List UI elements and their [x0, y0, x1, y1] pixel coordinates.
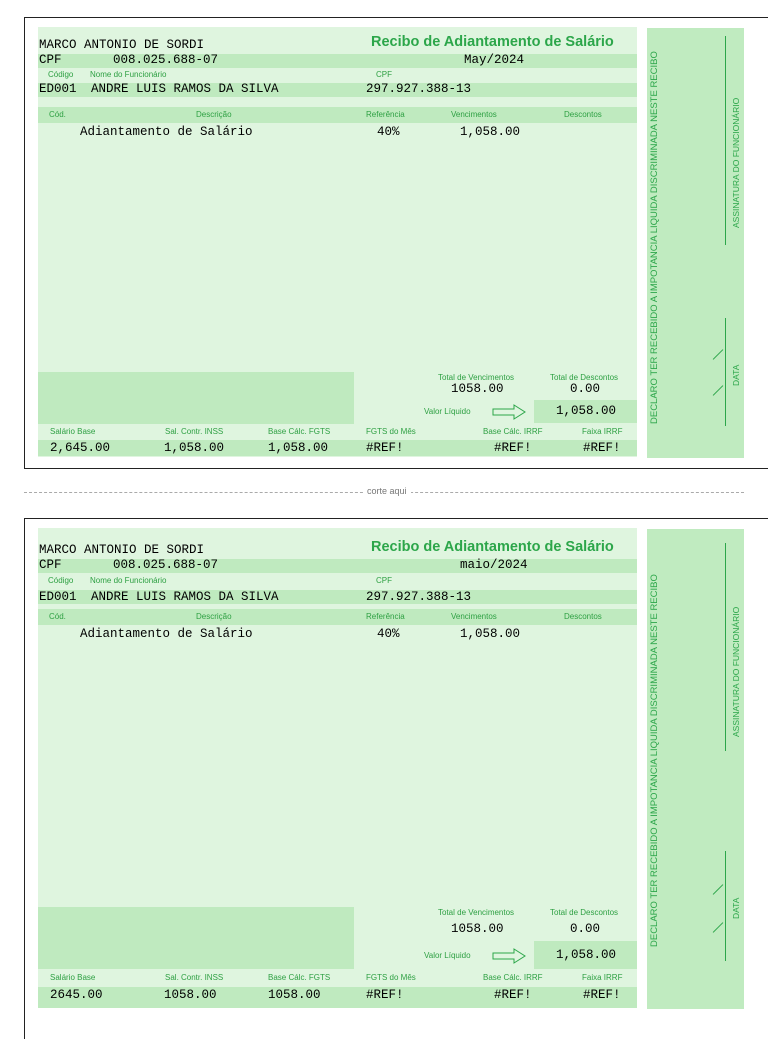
receipt-2: [24, 518, 768, 1039]
date-slash-2: [713, 385, 724, 396]
employer-cpf: 008.025.688-07: [113, 558, 219, 572]
footer-inss-label: Sal. Contr. INSS: [165, 973, 224, 982]
item-descricao: Adiantamento de Salário: [80, 627, 253, 641]
col-cod: Cód.: [49, 612, 66, 621]
col-vencimentos: Vencimentos: [451, 612, 497, 621]
cut-label: corte aqui: [363, 486, 411, 496]
receipt-title: Recibo de Adiantamento de Salário: [371, 34, 614, 50]
summary-panel: [38, 907, 354, 969]
receipt-body: [38, 528, 637, 1008]
date-line[interactable]: [725, 851, 726, 961]
total-desc: 0.00: [570, 382, 601, 396]
footer-salario-base: 2,645.00: [50, 441, 111, 455]
total-venc-label: Total de Vencimentos: [438, 373, 515, 382]
employee-code: ED001: [39, 82, 77, 96]
date-slash-2: [713, 922, 724, 933]
arrow-right-icon: [492, 948, 526, 964]
summary-panel: [38, 372, 354, 424]
item-descricao: Adiantamento de Salário: [80, 125, 253, 139]
cut-line: [24, 486, 744, 496]
signature-line[interactable]: [725, 543, 726, 751]
columns-header: [38, 107, 637, 123]
employer-name: MARCO ANTONIO DE SORDI: [39, 543, 205, 557]
footer-base-fgts: 1058.00: [268, 988, 321, 1002]
liquido-label: Valor Líquido: [424, 407, 471, 416]
total-desc-label: Total de Descontos: [550, 373, 619, 382]
total-venc-label: Total de Vencimentos: [438, 908, 515, 917]
code-label: Código: [48, 70, 74, 79]
signature-label: ASSINATURA DO FUNCIONÁRIO: [731, 606, 741, 737]
item-vencimentos: 1,058.00: [460, 627, 521, 641]
col-vencimentos: Vencimentos: [451, 110, 497, 119]
employee-name: ANDRE LUIS RAMOS DA SILVA: [91, 82, 279, 96]
signature-strip: [647, 529, 744, 1009]
arrow-right-icon: [492, 404, 526, 420]
employer-cpf-label: CPF: [39, 53, 62, 67]
date-slash-1: [713, 884, 724, 895]
footer-faixa-irrf-label: Faixa IRRF: [582, 973, 623, 982]
footer-fgts-mes: #REF!: [366, 988, 404, 1002]
col-descontos: Descontos: [564, 612, 602, 621]
date-label: DATA: [731, 897, 741, 919]
footer-base-irrf: #REF!: [494, 988, 532, 1002]
footer-fgts-mes: #REF!: [366, 441, 404, 455]
signature-strip: [647, 28, 744, 458]
col-descricao: Descrição: [196, 612, 232, 621]
date-label: DATA: [731, 364, 741, 386]
name-label: Nome do Funcionário: [90, 576, 167, 585]
employer-cpf: 008.025.688-07: [113, 53, 219, 67]
code-label: Código: [48, 576, 74, 585]
col-referencia: Referência: [366, 110, 405, 119]
receipt-1: [24, 17, 768, 469]
period: maio/2024: [460, 558, 528, 572]
liquido-label: Valor Líquido: [424, 951, 471, 960]
liquido-value: 1,058.00: [556, 404, 617, 418]
signature-label: ASSINATURA DO FUNCIONÁRIO: [731, 97, 741, 228]
footer-faixa-irrf-label: Faixa IRRF: [582, 427, 623, 436]
total-venc: 1058.00: [451, 922, 504, 936]
footer-base-irrf-label: Base Cálc. IRRF: [483, 427, 543, 436]
date-slash-1: [713, 349, 724, 360]
footer-base-irrf: #REF!: [494, 441, 532, 455]
footer-inss: 1058.00: [164, 988, 217, 1002]
total-venc: 1058.00: [451, 382, 504, 396]
footer-base-irrf-label: Base Cálc. IRRF: [483, 973, 543, 982]
col-referencia: Referência: [366, 612, 405, 621]
footer-values-strip: [38, 987, 637, 1008]
footer-salario-base: 2645.00: [50, 988, 103, 1002]
item-vencimentos: 1,058.00: [460, 125, 521, 139]
col-descricao: Descrição: [196, 110, 232, 119]
footer-base-fgts-label: Base Cálc. FGTS: [268, 427, 331, 436]
footer-salario-base-label: Salário Base: [50, 427, 96, 436]
employee-name: ANDRE LUIS RAMOS DA SILVA: [91, 590, 279, 604]
employee-cpf: 297.927.388-13: [366, 82, 472, 96]
declaration-text: DECLARO TER RECEBIDO A IMPOTANCIA LIQUIDA DISCRIMINADA NESTE RECIBO: [649, 51, 660, 424]
receipt-title: Recibo de Adiantamento de Salário: [371, 539, 614, 555]
employee-cpf-label: CPF: [376, 70, 392, 79]
period: May/2024: [464, 53, 525, 67]
employee-cpf-label: CPF: [376, 576, 392, 585]
footer-faixa-irrf: #REF!: [583, 441, 621, 455]
employee-code: ED001: [39, 590, 77, 604]
columns-header: [38, 609, 637, 625]
col-cod: Cód.: [49, 110, 66, 119]
item-referencia: 40%: [377, 125, 400, 139]
liquido-value: 1,058.00: [556, 948, 617, 962]
total-desc: 0.00: [570, 922, 601, 936]
declaration-text: DECLARO TER RECEBIDO A IMPOTANCIA LIQUIDA DISCRIMINADA NESTE RECIBO: [649, 574, 660, 947]
date-line[interactable]: [725, 318, 726, 426]
footer-inss-label: Sal. Contr. INSS: [165, 427, 224, 436]
receipt-body: [38, 27, 637, 457]
col-descontos: Descontos: [564, 110, 602, 119]
total-desc-label: Total de Descontos: [550, 908, 619, 917]
footer-base-fgts-label: Base Cálc. FGTS: [268, 973, 331, 982]
item-referencia: 40%: [377, 627, 400, 641]
footer-fgts-mes-label: FGTS do Mês: [366, 427, 416, 436]
footer-faixa-irrf: #REF!: [583, 988, 621, 1002]
signature-line[interactable]: [725, 36, 726, 245]
employee-cpf: 297.927.388-13: [366, 590, 472, 604]
employer-cpf-label: CPF: [39, 558, 62, 572]
footer-salario-base-label: Salário Base: [50, 973, 96, 982]
footer-fgts-mes-label: FGTS do Mês: [366, 973, 416, 982]
footer-base-fgts: 1,058.00: [268, 441, 329, 455]
footer-inss: 1,058.00: [164, 441, 225, 455]
employer-name: MARCO ANTONIO DE SORDI: [39, 38, 205, 52]
name-label: Nome do Funcionário: [90, 70, 167, 79]
footer-values-strip: [38, 440, 637, 456]
